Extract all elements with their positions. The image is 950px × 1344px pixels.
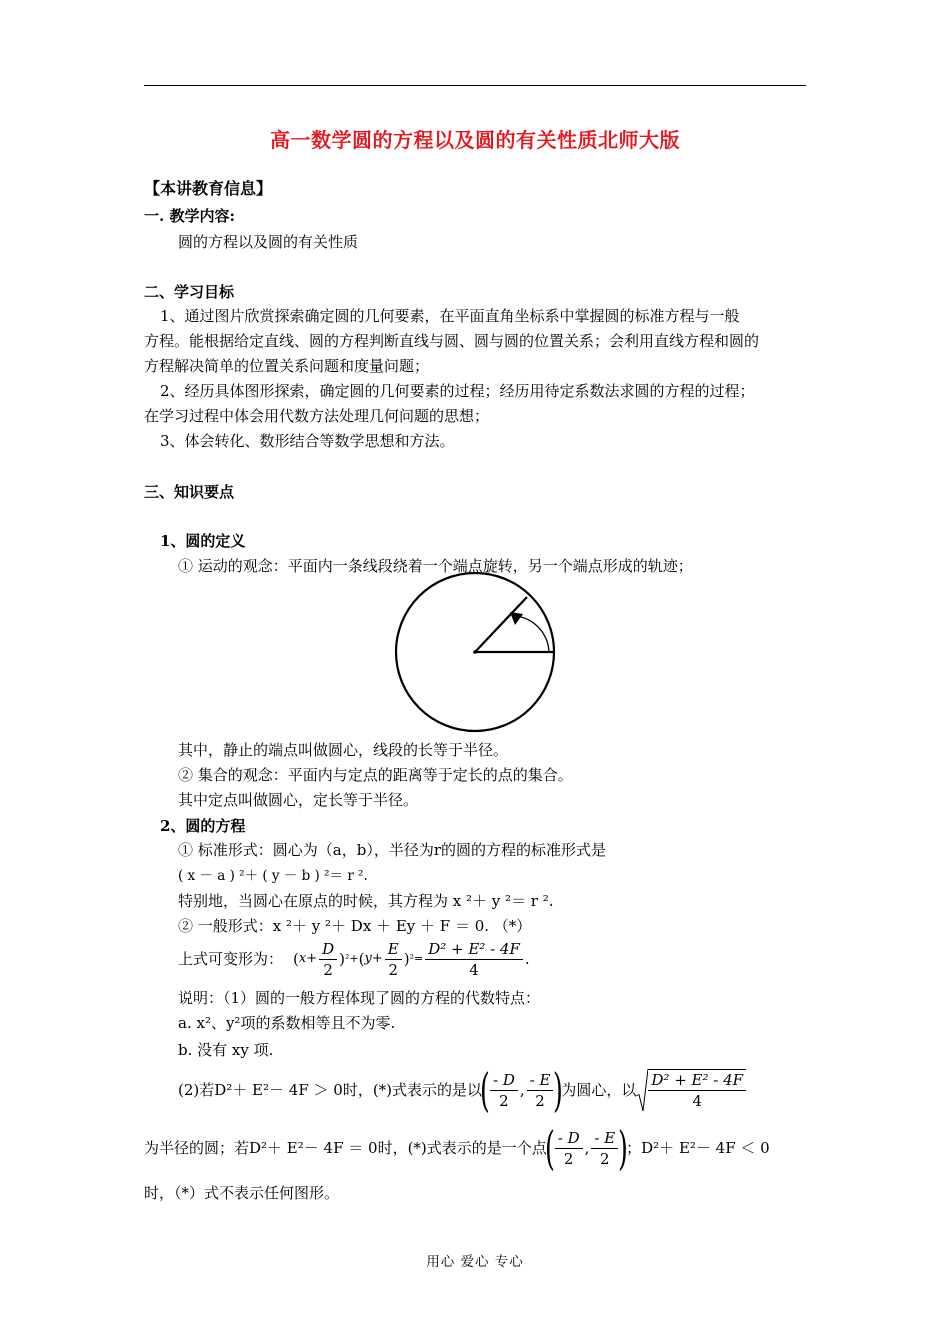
page-title: 高一数学圆的方程以及圆的有关性质北师大版 xyxy=(270,128,680,152)
square-equals: ²= xyxy=(409,952,424,965)
fraction-D-over-2: $\frac{D}{2}$ xyxy=(319,939,337,980)
term-y: y+ xyxy=(364,951,383,966)
note-a: a. x²、y²项的系数相等且不为零. xyxy=(178,1014,396,1032)
goal-line-2: 方程。能根据给定直线、圆的方程判断直线与圆、圆与圆的位置关系；会利用直线方程和圆的 xyxy=(144,332,760,350)
transformed-equation: 上式可变形为： ( x+ $\frac{D}{2}$ ) ²+ ( y+ $\frac{E}{2}$ ) ²= $\frac{\text{D² + E² - 4F}}{4}$ . xyxy=(178,939,530,979)
teaching-content: 圆的方程以及圆的有关性质 xyxy=(178,233,359,251)
radius-sqrt: $\frac{\text{D² + E² - 4F}}{4}$ xyxy=(636,1069,746,1111)
circle-definition-heading: 1、圆的定义 xyxy=(160,532,246,550)
page-footer: 用心 爱心 专心 xyxy=(426,1254,524,1270)
circle-diagram xyxy=(392,572,558,742)
fraction-rhs: $\frac{\text{D² + E² - 4F}}{4}$ xyxy=(425,939,523,980)
square-plus: ²+ xyxy=(345,952,359,965)
transformed-prefix: 上式可变形为： xyxy=(178,950,284,968)
center-x-fraction: $\frac{- D}{2}$ xyxy=(490,1070,518,1111)
condition-zero-text: 为半径的圆；若D²＋ E²－ 4F ＝ 0时，(*)式表示的是一个点 xyxy=(144,1139,547,1157)
circle-equation-heading: 2、圆的方程 xyxy=(160,817,246,835)
goal-line-3: 方程解决简单的位置关系问题和度量问题； xyxy=(144,357,430,375)
origin-form-text: 特别地，当圆心在原点的时候，其方程为 x ²＋ y ²＝ r ². xyxy=(178,892,554,910)
goal-line-6: 3、体会转化、数形结合等数学思想和方法。 xyxy=(160,432,455,450)
note-text: 说明：（1）圆的一般方程体现了圆的方程的代数特点： xyxy=(178,989,541,1007)
goal-line-1: 1、通过图片欣赏探索确定圆的几何要素，在平面直角坐标系中掌握圆的标准方程与一般 xyxy=(160,307,740,325)
definition-set-note: 其中定点叫做圆心，定长等于半径。 xyxy=(178,791,419,809)
definition-motion-note: 其中，静止的端点叫做圆心，线段的长等于半径。 xyxy=(178,741,509,759)
rotation-arc-icon xyxy=(516,616,549,652)
definition-motion: ① 运动的观念：平面内一条线段绕着一个端点旋转，另一个端点形成的轨迹； xyxy=(178,557,693,575)
term-x: x+ xyxy=(298,951,318,966)
standard-form-text: ① 标准形式：圆心为（a，b），半径为r的圆的方程的标准形式是 xyxy=(178,841,606,859)
condition-positive-text: (2)若D²＋ E²－ 4F ＞ 0时，(*)式表示的是以 xyxy=(178,1081,483,1099)
condition-positive: (2)若D²＋ E²－ 4F ＞ 0时，(*)式表示的是以 ( $\frac{- D}{2}$ , $\frac{- E}{2}$ ) 为圆心，以 $\frac{\text{D² + E² - 4F}}{4}$ xyxy=(178,1062,746,1118)
center-y-fraction: $\frac{- E}{2}$ xyxy=(527,1070,554,1111)
general-form-text: ② 一般形式：x ²＋ y ²＋ Dx ＋ Ey ＋ F ＝ 0. （*） xyxy=(178,917,532,935)
goal-line-5: 在学习过程中体会用代数方法处理几何问题的思想； xyxy=(144,407,490,425)
teaching-content-heading: 一. 教学内容: xyxy=(144,207,235,225)
fraction-E-over-2: $\frac{E}{2}$ xyxy=(385,939,402,980)
condition-center-text: 为圆心，以 xyxy=(561,1081,637,1099)
point-y-fraction: $\frac{- E}{2}$ xyxy=(591,1128,618,1169)
standard-form-equation: ( x － a ) ²＋ ( y － b ) ²＝ r ². xyxy=(178,868,368,884)
point-x-fraction: $\frac{- D}{2}$ xyxy=(555,1128,583,1169)
center-point xyxy=(473,650,477,654)
key-points-heading: 三、知识要点 xyxy=(144,483,235,501)
definition-set: ② 集合的观念：平面内与定点的距离等于定长的点的集合。 xyxy=(178,766,573,784)
condition-negative-end: 时，（*）式不表示任何图形。 xyxy=(144,1184,340,1202)
condition-negative-text: ；D²＋ E²－ 4F ＜ 0 xyxy=(626,1139,770,1157)
rotation-arrowhead-icon xyxy=(510,612,523,625)
top-rule xyxy=(144,85,806,86)
note-b: b. 没有 xy 项. xyxy=(178,1041,274,1059)
rotating-radius-line xyxy=(475,597,527,652)
condition-zero: 为半径的圆；若D²＋ E²－ 4F ＝ 0时，(*)式表示的是一个点 ( $\frac{- D}{2}$ , $\frac{- E}{2}$ ) ；D²＋ E²－ 4F ＜ 0 xyxy=(144,1121,770,1175)
section-header: 【本讲教育信息】 xyxy=(144,179,273,198)
goals-heading: 二、学习目标 xyxy=(144,283,235,301)
goal-line-4: 2、经历具体图形探索，确定圆的几何要素的过程；经历用待定系数法求圆的方程的过程； xyxy=(160,382,755,400)
